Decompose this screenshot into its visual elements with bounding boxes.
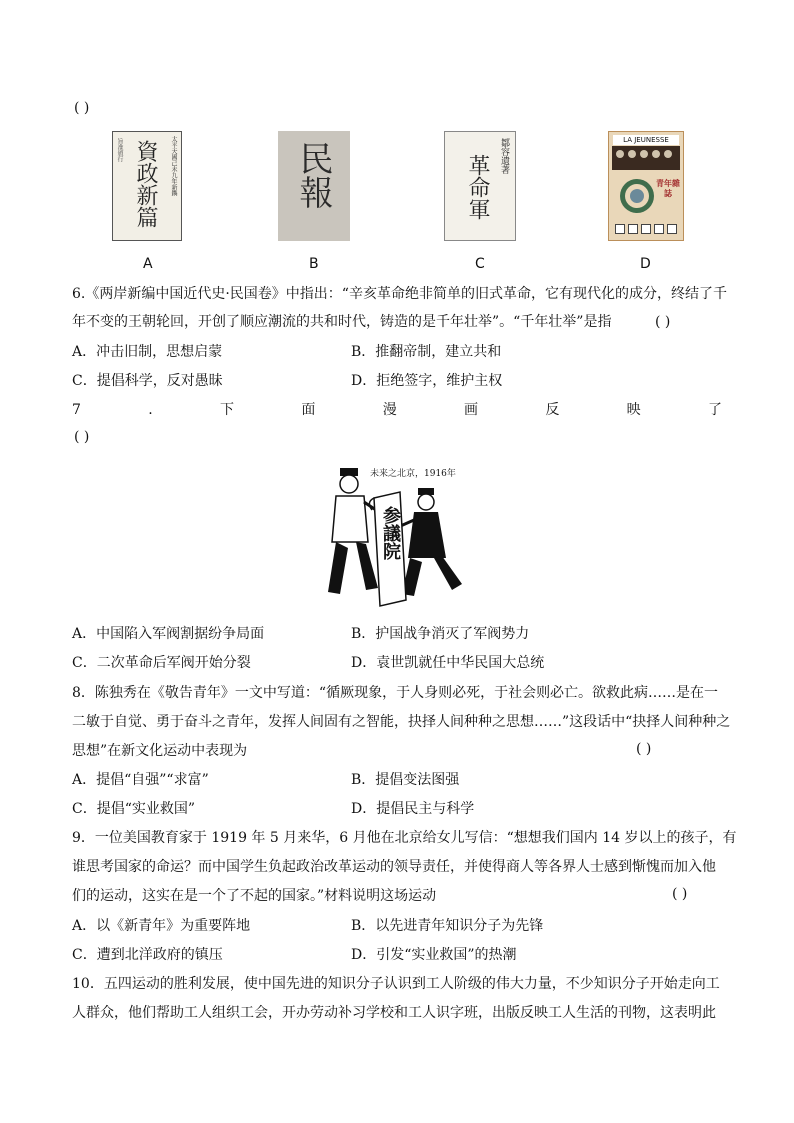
q9-option-d: D．引发“实业救国”的热潮 — [351, 947, 517, 963]
option-c-image — [444, 131, 516, 241]
q6-stem-line2: 年不变的王朝轮回，开创了顺应潮流的共和时代，铸造的是千年壮举”。“千年壮举”是指 — [72, 314, 612, 330]
q9-answer-paren: ( ) — [672, 886, 688, 902]
q8-answer-paren: ( ) — [636, 741, 652, 757]
q8-option-d: D．提倡民主与科学 — [351, 801, 475, 817]
cover-d-boxes — [615, 224, 677, 234]
cover-d-subtitle: 青年雜誌 — [656, 178, 680, 198]
q9-stem-line2: 谁思考国家的命运？而中国学生负起政治改革运动的领导责任，并使得商人等各界人士感到惭愧而加入他 — [72, 859, 716, 875]
cover-d-emblem — [619, 178, 655, 214]
q7-word: 映 — [626, 402, 641, 418]
option-b-image — [278, 131, 350, 241]
q6-stem-line1: 6.《两岸新编中国近代史·民国卷》中指出：“辛亥革命绝非简单的旧式革命，它有现代化的成分，终结了千 — [72, 286, 727, 302]
q9-option-c: C．遭到北洋政府的镇压 — [72, 947, 223, 963]
q10-stem-line2: 人群众，他们帮助工人组织工会，开办劳动补习学校和工人识字班，出版反映工人生活的刊物，这表明此 — [72, 1005, 716, 1021]
q8-stem-line1: 8．陈独秀在《敬告青年》一文中写道：“循厥现象，于人身则必死，于社会则必亡。欲救此病……是在一 — [72, 685, 719, 701]
q6-option-d: D．拒绝签字，维护主权 — [351, 373, 503, 389]
q7-answer-paren: ( ) — [74, 429, 90, 445]
q8-stem-line2: 二敏于自觉、勇于奋斗之青年，发挥人间固有之智能，抉择人间种种之思想……”这段话中“抉择人间种种之 — [72, 714, 731, 730]
option-d-image — [608, 131, 684, 241]
q7-word: 漫 — [382, 402, 397, 418]
image-label-c: C — [475, 256, 485, 272]
q8-option-c: C．提倡“实业救国” — [72, 801, 196, 817]
q7-word: 画 — [464, 402, 479, 418]
q7-option-c: C．二次革命后军阀开始分裂 — [72, 655, 251, 671]
q6-option-c: C．提倡科学，反对愚昧 — [72, 373, 223, 389]
q10-stem-line1: 10．五四运动的胜利发展，使中国先进的知识分子认识到工人阶级的伟大力量，不少知识分子开始走向工 — [72, 976, 720, 992]
q5-answer-paren: ( ) — [74, 100, 90, 116]
q6-option-b: B．推翻帝制，建立共和 — [351, 344, 502, 360]
cartoon-caption: 未来之北京，1916年 — [370, 469, 456, 479]
image-label-a: A — [143, 256, 153, 272]
q7-option-a: A．中国陷入军阀割据纷争局面 — [72, 626, 265, 642]
option-a-image — [112, 131, 182, 241]
cover-d-title: LA JEUNESSE — [613, 135, 679, 145]
cover-b-title: 民報 — [293, 141, 333, 209]
q9-stem-line3: 们的运动，这实在是一个了不起的国家。”材料说明这场运动 — [72, 888, 437, 904]
q7-word: 下 — [220, 402, 235, 418]
q7-word: . — [148, 402, 153, 418]
q7-option-d: D．袁世凯就任中华民国大总统 — [351, 655, 545, 671]
q6-option-a: A．冲击旧制，思想启蒙 — [72, 344, 223, 360]
q7-cartoon — [322, 462, 472, 612]
q8-option-a: A．提倡“自强”“求富” — [72, 772, 209, 788]
image-label-d: D — [640, 256, 651, 272]
cover-a-title: 資政新篇 — [133, 140, 158, 228]
q7-word: 反 — [545, 402, 560, 418]
cover-d-figures — [612, 146, 680, 170]
image-label-b: B — [309, 256, 319, 272]
cover-a-small-text-2: 旨准頒行 — [116, 138, 123, 162]
q6-answer-paren: ( ) — [655, 314, 671, 330]
q9-option-a: A．以《新青年》为重要阵地 — [72, 918, 251, 934]
q7-word: 面 — [301, 402, 316, 418]
cover-c-title: 革命軍 — [465, 154, 490, 220]
cover-a-small-text: 太平天國己未九年新鐫 — [170, 136, 177, 196]
q7-word: 7 — [72, 402, 81, 418]
q7-stem — [72, 400, 722, 420]
cartoon-sign-text: 参議院 — [380, 506, 401, 560]
cover-c-small-text: 鄒容遺著 — [499, 138, 509, 174]
q8-stem-line3: 思想”在新文化运动中表现为 — [72, 743, 248, 759]
q7-word: 了 — [708, 402, 722, 418]
q9-option-b: B．以先进青年知识分子为先锋 — [351, 918, 544, 934]
q8-option-b: B．提倡变法图强 — [351, 772, 460, 788]
q9-stem-line1: 9．一位美国教育家于 1919 年 5 月来华，6 月他在北京给女儿写信：“想想我们国内 14 岁以上的孩子，有 — [72, 830, 737, 846]
q7-option-b: B．护国战争消灭了军阀势力 — [351, 626, 530, 642]
